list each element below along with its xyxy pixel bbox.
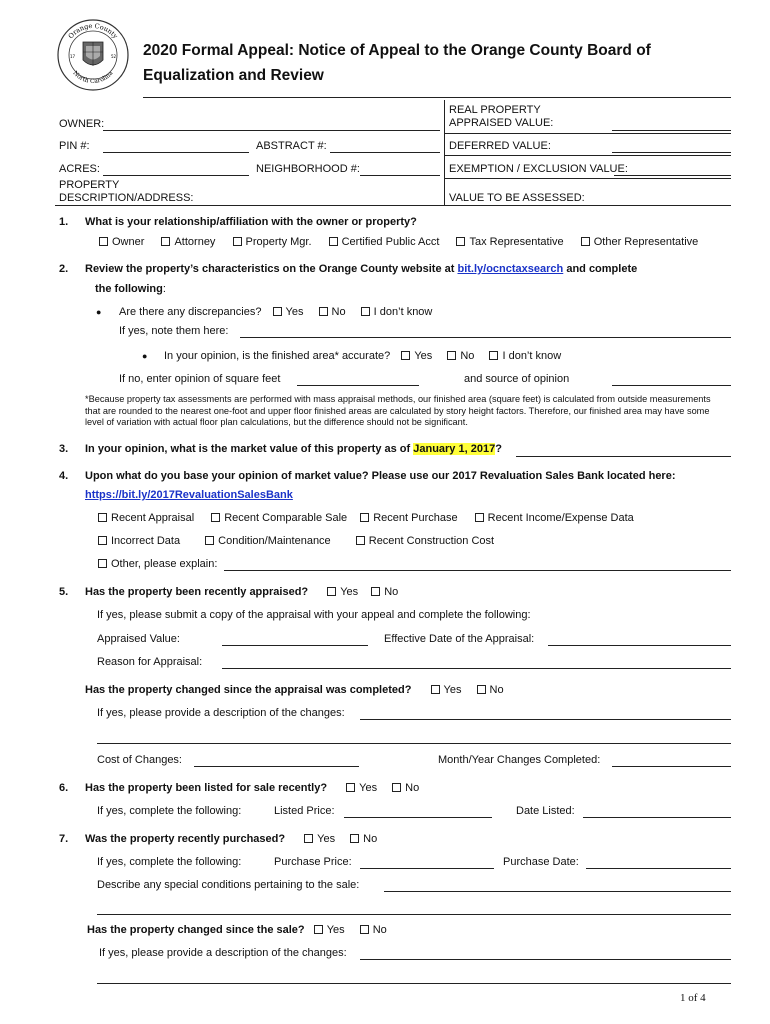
- q5-changed-no[interactable]: No: [477, 684, 504, 696]
- sqft-field[interactable]: [297, 385, 419, 386]
- q4-recent-construction-cost[interactable]: Recent Construction Cost: [356, 535, 494, 547]
- q4-number: 4.: [59, 470, 69, 482]
- pin-field[interactable]: [103, 152, 249, 153]
- q1-option-other-rep[interactable]: Other Representative: [581, 236, 699, 248]
- acres-label: ACRES:: [59, 163, 100, 175]
- checkbox[interactable]: [431, 685, 440, 694]
- q6-yes[interactable]: Yes: [346, 782, 377, 794]
- q2-number: 2.: [59, 263, 69, 275]
- checkbox[interactable]: [161, 237, 170, 246]
- checkbox[interactable]: [371, 587, 380, 596]
- cost-of-changes-label: Cost of Changes:: [97, 754, 182, 766]
- abstract-field[interactable]: [330, 152, 440, 153]
- q7-yes[interactable]: Yes: [304, 833, 335, 845]
- q5-instructions: If yes, please submit a copy of the appraisal with your appeal and complete the following:: [97, 609, 531, 621]
- checkbox[interactable]: [356, 536, 365, 545]
- date-listed-field[interactable]: [583, 817, 731, 818]
- q5-no[interactable]: No: [371, 586, 398, 598]
- appraised-value-field-q5[interactable]: [222, 645, 368, 646]
- header-rule-3: [444, 178, 731, 179]
- orange-county-seal-logo: [56, 18, 130, 92]
- appraised-value-field[interactable]: [612, 130, 731, 131]
- discrepancy-note-field[interactable]: [240, 337, 731, 338]
- checkbox[interactable]: [489, 351, 498, 360]
- q4-incorrect-data[interactable]: Incorrect Data: [98, 535, 180, 547]
- purchase-date-label: Purchase Date:: [503, 856, 579, 868]
- exemption-label: EXEMPTION / EXCLUSION VALUE:: [449, 163, 628, 175]
- q2-continuation: the following:: [95, 283, 166, 295]
- q6-number: 6.: [59, 782, 69, 794]
- svg-text:52: 52: [111, 54, 117, 59]
- checkbox[interactable]: [304, 834, 313, 843]
- checkbox[interactable]: [360, 925, 369, 934]
- header-rule-1: [444, 133, 731, 134]
- q5-changed-row: Has the property changed since the appraisal was completed? Yes No: [85, 684, 504, 696]
- q3-question: In your opinion, what is the market value of this property as of January 1, 2017?: [85, 443, 502, 455]
- q4-other-explain-field[interactable]: [224, 570, 731, 571]
- checkbox[interactable]: [314, 925, 323, 934]
- checkbox[interactable]: [98, 559, 107, 568]
- q1-option-property-mgr[interactable]: Property Mgr.: [233, 236, 312, 248]
- checkbox[interactable]: [350, 834, 359, 843]
- market-value-field[interactable]: [516, 456, 731, 457]
- checkbox[interactable]: [98, 513, 107, 522]
- source-field[interactable]: [612, 385, 731, 386]
- q5-changes-desc-field[interactable]: [360, 719, 731, 720]
- reason-field[interactable]: [222, 668, 731, 669]
- svg-text:17: 17: [70, 54, 76, 59]
- checkbox[interactable]: [447, 351, 456, 360]
- header-rule-2: [444, 155, 731, 156]
- pin-label: PIN #:: [59, 140, 90, 152]
- checkbox[interactable]: [475, 513, 484, 522]
- checkbox[interactable]: [581, 237, 590, 246]
- q7-changed-row: Has the property changed since the sale? Yes No: [87, 924, 387, 936]
- q7-changed-yes[interactable]: Yes: [314, 924, 345, 936]
- discrepancy-note-label: If yes, note them here:: [119, 325, 229, 337]
- q5-number: 5.: [59, 586, 69, 598]
- checkbox[interactable]: [346, 783, 355, 792]
- purchase-price-field[interactable]: [360, 868, 494, 869]
- checkbox[interactable]: [205, 536, 214, 545]
- form-title-line2: Equalization and Review: [143, 67, 324, 84]
- checkbox[interactable]: [360, 513, 369, 522]
- q1-question: What is your relationship/affiliation with the owner or property?: [85, 216, 417, 228]
- month-year-field[interactable]: [612, 766, 731, 767]
- q4-condition-maintenance[interactable]: Condition/Maintenance: [205, 535, 331, 547]
- finished-area-yes[interactable]: Yes: [401, 350, 432, 362]
- value-assessed-label: VALUE TO BE ASSESSED:: [449, 192, 585, 204]
- page-number: 1 of 4: [680, 992, 706, 1004]
- finished-area-no[interactable]: No: [447, 350, 474, 362]
- checkbox[interactable]: [319, 307, 328, 316]
- q7-instructions: If yes, complete the following:: [97, 856, 242, 868]
- source-label: and source of opinion: [464, 373, 570, 385]
- highlighted-date: January 1, 2017: [413, 443, 496, 455]
- discrepancy-yes[interactable]: Yes: [273, 306, 304, 318]
- date-listed-label: Date Listed:: [516, 805, 575, 817]
- q7-changes-desc-field-2[interactable]: [97, 983, 731, 984]
- checkbox[interactable]: [211, 513, 220, 522]
- q7-question-row: Was the property recently purchased? Yes No: [85, 833, 378, 845]
- revaluation-sales-bank-link[interactable]: https://bit.ly/2017RevaluationSalesBank: [85, 489, 293, 501]
- checkbox[interactable]: [233, 237, 242, 246]
- checkbox[interactable]: [361, 307, 370, 316]
- q4-other[interactable]: Other, please explain:: [98, 558, 217, 570]
- bullet: ●: [96, 307, 102, 317]
- q4-options-row1: [98, 512, 648, 524]
- q3-number: 3.: [59, 443, 69, 455]
- q5-changed-yes[interactable]: Yes: [431, 684, 462, 696]
- deferred-value-field[interactable]: [612, 152, 731, 153]
- q2-finished-area-row: In your opinion, is the finished area* accurate? Yes No I don’t know: [164, 350, 562, 362]
- q1-option-tax-rep[interactable]: Tax Representative: [456, 236, 563, 248]
- special-conditions-field-2[interactable]: [97, 914, 731, 915]
- exemption-field[interactable]: [614, 175, 731, 176]
- neighborhood-field[interactable]: [360, 175, 440, 176]
- cost-of-changes-field[interactable]: [194, 766, 359, 767]
- abstract-label: ABSTRACT #:: [256, 140, 327, 152]
- svg-text:North Carolina: North Carolina: [71, 69, 115, 86]
- neighborhood-label: NEIGHBORHOOD #:: [256, 163, 360, 175]
- effective-date-field[interactable]: [548, 645, 731, 646]
- q5-question-row: Has the property been recently appraised? Yes No: [85, 586, 399, 598]
- q4-recent-appraisal[interactable]: Recent Appraisal: [98, 512, 194, 524]
- checkbox[interactable]: [99, 237, 108, 246]
- appraised-value-label: APPRAISED VALUE:: [449, 117, 554, 129]
- bullet: ●: [142, 351, 148, 361]
- description-address-label: DESCRIPTION/ADDRESS:: [59, 192, 194, 204]
- svg-text:Orange County: Orange County: [66, 21, 120, 41]
- listed-price-field[interactable]: [344, 817, 492, 818]
- effective-date-label: Effective Date of the Appraisal:: [384, 633, 535, 645]
- owner-field[interactable]: [103, 130, 440, 131]
- q1-option-owner[interactable]: Owner: [99, 236, 144, 248]
- q5-changes-desc-label: If yes, please provide a description of the changes:: [97, 707, 345, 719]
- property-label: PROPERTY: [59, 179, 120, 191]
- discrepancy-no[interactable]: No: [319, 306, 346, 318]
- q1-number: 1.: [59, 216, 69, 228]
- q7-changes-desc-field[interactable]: [360, 959, 731, 960]
- month-year-label: Month/Year Changes Completed:: [438, 754, 601, 766]
- title-rule: [143, 97, 731, 98]
- q6-instructions: If yes, complete the following:: [97, 805, 242, 817]
- ocnc-tax-search-link[interactable]: bit.ly/ocnctaxsearch: [457, 263, 564, 275]
- q7-changed-no[interactable]: No: [360, 924, 387, 936]
- special-conditions-label: Describe any special conditions pertaining to the sale:: [97, 879, 360, 891]
- listed-price-label: Listed Price:: [274, 805, 335, 817]
- checkbox[interactable]: [392, 783, 401, 792]
- appraised-value-label-q5: Appraised Value:: [97, 633, 180, 645]
- q2-question: Review the property’s characteristics on the Orange County website at bit.ly/ocnctaxsearch and complete: [85, 263, 638, 275]
- q4-options-row2: [98, 535, 508, 547]
- q7-changes-desc-label: If yes, please provide a description of the changes:: [99, 947, 347, 959]
- q4-question: Upon what do you base your opinion of market value? Please use our 2017 Revaluation Sales Bank located here:: [85, 470, 676, 482]
- q2-discrepancies-row: Are there any discrepancies? Yes No I don’t know: [119, 306, 433, 318]
- checkbox[interactable]: [327, 587, 336, 596]
- q4-recent-purchase[interactable]: Recent Purchase: [360, 512, 457, 524]
- finished-area-footnote: *Because property tax assessments are performed with mass appraisal methods, our finished area (square feet) is calculated from outside measurements that are rounded to the nearest one-foot and upper floor finished areas are calculated by story height factors. Therefore, our finished area may have some level of variation with actual floor plan calculations, but the difference should not be significant.: [85, 394, 711, 427]
- form-title-line1: 2020 Formal Appeal: Notice of Appeal to the Orange County Board of: [143, 42, 651, 59]
- q4-recent-income-expense[interactable]: Recent Income/Expense Data: [475, 512, 634, 524]
- q5-changes-desc-field-2[interactable]: [97, 743, 731, 744]
- checkbox[interactable]: [273, 307, 282, 316]
- deferred-value-label: DEFERRED VALUE:: [449, 140, 551, 152]
- checkbox[interactable]: [98, 536, 107, 545]
- q6-no[interactable]: No: [392, 782, 419, 794]
- checkbox[interactable]: [456, 237, 465, 246]
- acres-field[interactable]: [103, 175, 249, 176]
- purchase-date-field[interactable]: [586, 868, 731, 869]
- finished-area-dont-know[interactable]: I don’t know: [489, 350, 561, 362]
- discrepancy-dont-know[interactable]: I don’t know: [361, 306, 433, 318]
- q5-yes[interactable]: Yes: [327, 586, 358, 598]
- checkbox[interactable]: [401, 351, 410, 360]
- real-property-label: REAL PROPERTY: [449, 104, 541, 116]
- header-divider: [444, 100, 445, 206]
- q1-options: [99, 236, 712, 248]
- q1-option-cpa[interactable]: Certified Public Acct: [329, 236, 440, 248]
- q7-no[interactable]: No: [350, 833, 377, 845]
- reason-label: Reason for Appraisal:: [97, 656, 203, 668]
- header-bottom-rule: [55, 205, 731, 206]
- checkbox[interactable]: [329, 237, 338, 246]
- owner-label: OWNER:: [59, 118, 105, 130]
- checkbox[interactable]: [477, 685, 486, 694]
- special-conditions-field[interactable]: [384, 891, 731, 892]
- q1-option-attorney[interactable]: Attorney: [161, 236, 215, 248]
- sqft-label: If no, enter opinion of square feet: [119, 373, 281, 385]
- q7-number: 7.: [59, 833, 69, 845]
- q4-recent-comparable-sale[interactable]: Recent Comparable Sale: [211, 512, 347, 524]
- q6-question-row: Has the property been listed for sale recently? Yes No: [85, 782, 420, 794]
- purchase-price-label: Purchase Price:: [274, 856, 352, 868]
